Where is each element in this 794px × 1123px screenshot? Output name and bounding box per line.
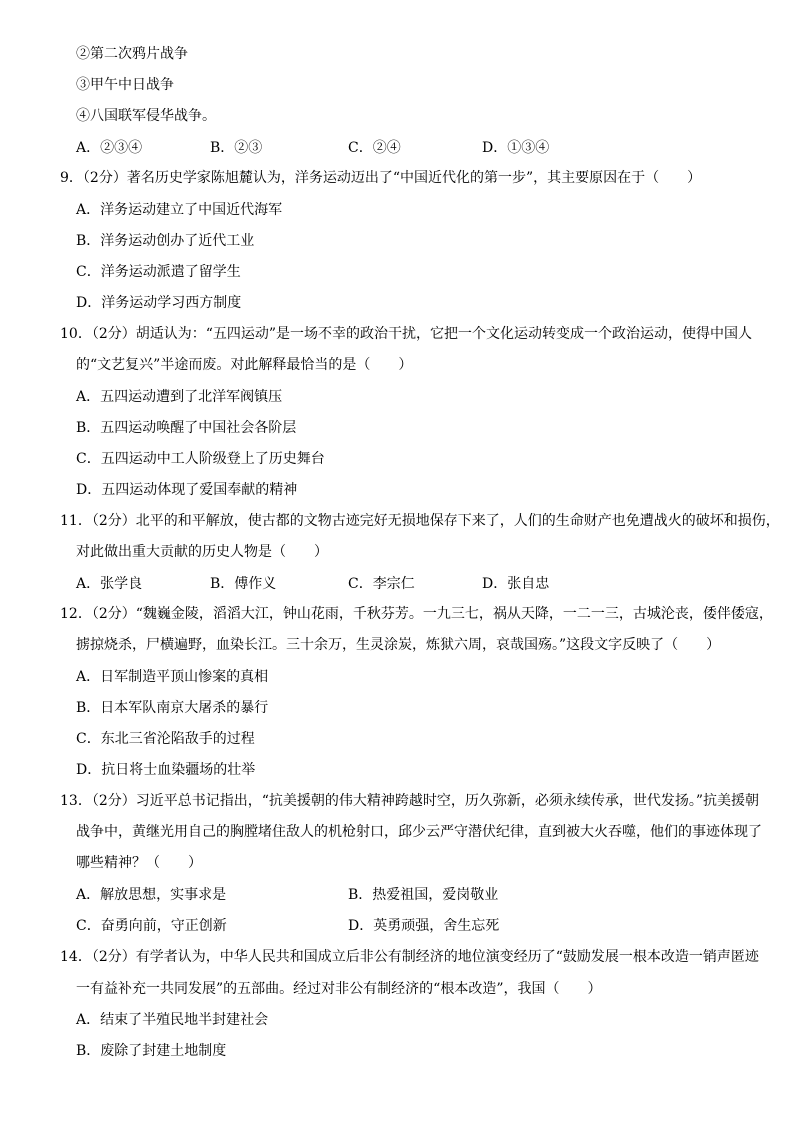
q11-option-c[interactable]: C．李宗仁 [348, 576, 415, 592]
q8-item-2: ②第二次鸦片战争 [76, 46, 188, 62]
q14-stem-line-1: 14．（2分）有学者认为，中华人民共和国成立后非公有制经济的地位演变经历了“鼓励发展一根本改造一销声匿迹 [60, 949, 759, 965]
q11-stem-line-2: 对此做出重大贡献的历史人物是（ ） [76, 544, 328, 560]
q10-option-b[interactable]: B．五四运动唤醒了中国社会各阶层 [76, 420, 297, 436]
q9-option-d[interactable]: D．洋务运动学习西方制度 [76, 295, 242, 311]
q13-stem-line-1: 13．（2分）习近平总书记指出，“抗美援朝的伟大精神跨越时空，历久弥新，必须永续传承，世代发扬。”抗美援朝 [60, 793, 760, 809]
q11-stem-line-1: 11．（2分）北平的和平解放，使古都的文物古迹完好无损地保存下来了，人们的生命财产也免遭战火的破坏和损伤， [60, 513, 780, 529]
q8-item-3: ③甲午中日战争 [76, 77, 174, 93]
q12-option-a[interactable]: A．日军制造平顶山惨案的真相 [76, 669, 269, 685]
q12-stem-line-2: 掳掠烧杀，尸横遍野，血染长江。三十余万，生灵涂炭，炼狱六周，哀哉国殇。”这段文字反映了（ ） [76, 637, 721, 653]
q13-option-a[interactable]: A．解放思想，实事求是 [76, 887, 227, 903]
q13-stem-line-3: 哪些精神？（ ） [76, 855, 202, 871]
q14-option-b[interactable]: B．废除了封建土地制度 [76, 1043, 227, 1059]
q8-option-a[interactable]: A．②③④ [76, 140, 143, 156]
q12-stem-line-1: 12．（2分）“魏巍金陵，滔滔大江，钟山花雨，千秋芬芳。一九三七，祸从天降，一二一三，古城沦丧，倭伴倭寇， [60, 606, 773, 622]
q14-option-a[interactable]: A．结束了半殖民地半封建社会 [76, 1012, 269, 1028]
q12-option-b[interactable]: B．日本军队南京大屠杀的暴行 [76, 700, 269, 716]
q11-option-a[interactable]: A．张学良 [76, 576, 143, 592]
q11-option-d[interactable]: D．张自忠 [482, 576, 550, 592]
q9-option-c[interactable]: C．洋务运动派遣了留学生 [76, 264, 241, 280]
q10-option-d[interactable]: D．五四运动体现了爱国奉献的精神 [76, 482, 298, 498]
q13-stem-line-2: 战争中，黄继光用自己的胸膛堵住敌人的机枪射口，邱少云严守潜伏纪律，直到被大火吞噬，他们的事迹体现了 [76, 824, 762, 840]
q8-option-d[interactable]: D．①③④ [482, 140, 550, 156]
q9-stem: 9．（2分）著名历史学家陈旭麓认为，洋务运动迈出了“中国近代化的第一步”，其主要原因在于（ ） [60, 170, 702, 186]
q9-option-a[interactable]: A．洋务运动建立了中国近代海军 [76, 202, 283, 218]
q10-option-a[interactable]: A．五四运动遭到了北洋军阀镇压 [76, 389, 283, 405]
q13-option-b[interactable]: B．热爱祖国，爱岗敬业 [348, 887, 499, 903]
q8-item-4: ④八国联军侵华战争。 [76, 108, 216, 124]
q9-option-b[interactable]: B．洋务运动创办了近代工业 [76, 233, 255, 249]
q12-option-c[interactable]: C．东北三省沦陷敌手的过程 [76, 731, 255, 747]
q8-option-b[interactable]: B．②③ [210, 140, 263, 156]
q10-stem-line-1: 10．（2分）胡适认为：“五四运动”是一场不幸的政治干扰，它把一个文化运动转变成一个政治运动，使得中国人 [60, 326, 753, 342]
q12-option-d[interactable]: D．抗日将士血染疆场的壮举 [76, 762, 256, 778]
q13-option-d[interactable]: D．英勇顽强，舍生忘死 [348, 918, 500, 934]
q11-option-b[interactable]: B．傅作义 [210, 576, 277, 592]
q10-stem-line-2: 的“文艺复兴”半途而废。对此解释最恰当的是（ ） [76, 357, 413, 373]
q10-option-c[interactable]: C．五四运动中工人阶级登上了历史舞台 [76, 451, 325, 467]
q14-stem-line-2: 一有益补充一共同发展”的五部曲。经过对非公有制经济的“根本改造”，我国（ ） [76, 981, 602, 997]
q8-option-c[interactable]: C．②④ [348, 140, 401, 156]
q13-option-c[interactable]: C．奋勇向前，守正创新 [76, 918, 227, 934]
